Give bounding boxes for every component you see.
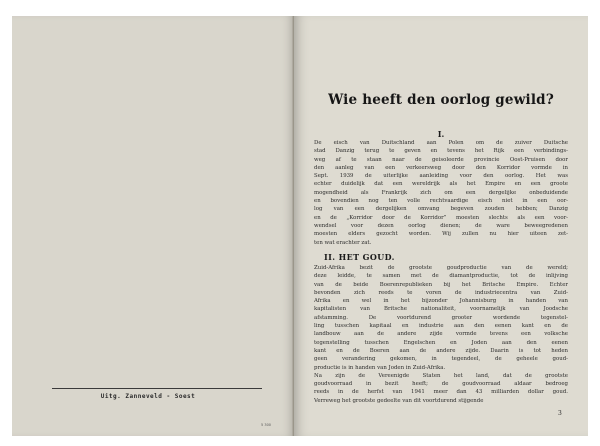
text-line: mogendheid als Frankrijk zich om een dergelijke onbeduidende [314, 189, 568, 196]
text-line: ten wat erachter zat. [314, 239, 372, 246]
publisher-imprint: Uitg. Zanneveld - Soest [100, 393, 196, 400]
text-line: bevonden zich reeds te voren de industriecentra van Zuid- [314, 289, 568, 296]
text-line: deze leidde, te samen met de diamantproductie, tot de inlijving [314, 273, 568, 280]
text-line: Na zijn de Vereenigde Staten het land, dat de grootste [314, 372, 568, 379]
text-line: landbouw aan de andere zijde vormde tevens een volksche [314, 331, 568, 338]
text-line: tegenstelling tusschen Engelschen en Joden aan den eenen [314, 339, 568, 346]
page-title: Wie heeft den oorlog gewild? [328, 92, 554, 108]
text-line: Verreweg het grootste gedeelte van dit voortdurend stijgende [314, 397, 484, 404]
right-page [294, 16, 588, 436]
text-line: stad Danzig terug te geven en tevens het Rijk een verbindings- [314, 148, 568, 155]
text-line: afstamming. De voortdurend grooter wordende tegenstel- [314, 314, 568, 321]
text-line: De eisch van Duitschland aan Polen om de zuiver Duitsche [314, 140, 568, 146]
page-number: 3 [558, 410, 562, 417]
text-line: weg af te staan naar de geisoleerde provincie Oost-Pruisen door [314, 156, 568, 163]
text-line: Sept. 1939 de uiterlijke aanleiding voor den oorlog. Het was [314, 173, 568, 180]
text-line: goudvoorraad in bezit heeft; de goudvoorraad aldaar bedroeg [314, 381, 568, 388]
left-page [12, 16, 294, 436]
text-line: en de „Korridor door de Korridor” moesten slechts als een voor- [314, 214, 568, 221]
section-1-heading: I. [437, 129, 445, 139]
section-2-heading: II. HET GOUD. [324, 252, 395, 262]
section-2-body [314, 264, 568, 405]
print-mark: 5 300 [261, 423, 272, 427]
text-line: geen verandering gekomen, in tegendeel, de geheele goud- [314, 356, 568, 363]
text-line: kapitalisten van Britsche nationaliteit, voornamelijk van Joodsche [314, 306, 568, 313]
text-line: log van een dergelijken omvang begeven zouden hebben; Danzig [314, 206, 568, 213]
text-line: den aanleg van een verkeersweg door den Korridor vormde in [314, 164, 568, 171]
text-line: reeds in de herfst van 1941 meer dan 43 milliarden dollar goud. [314, 389, 568, 396]
text-line: en bovendien nog ten volle rechtvaardige eisch niet in een oor- [314, 198, 568, 205]
text-line: moesten elders gezocht worden. Wij zullen nu hier uiteen zet- [314, 231, 568, 238]
text-line: Afrika en wel in het bijzonder Johannisburg in handen van [314, 298, 568, 305]
text-line: van de beide Boerenrepublieken bij het Britsche Empire. Echter [314, 281, 568, 288]
text-line: ling tusschen kapitaal en industrie aan den eenen kant en de [314, 323, 568, 330]
text-line: kant en de Boeren aan de andere zijde. Daarin is tot heden [314, 347, 568, 354]
text-line: productie is in handen van Joden in Zuid-Afrika. [314, 364, 446, 371]
section-1-body [314, 139, 568, 247]
footer-rule [52, 388, 262, 389]
text-line: echter duidelijk dat een wereldrijk als het Empire en een groote [314, 181, 568, 188]
text-line: Zuid-Afrika bezit de grootste goudproductie van de wereld; [314, 265, 568, 271]
text-line: wendsel voor dezen oorlog dienen; de ware beweegredenen [314, 222, 568, 229]
